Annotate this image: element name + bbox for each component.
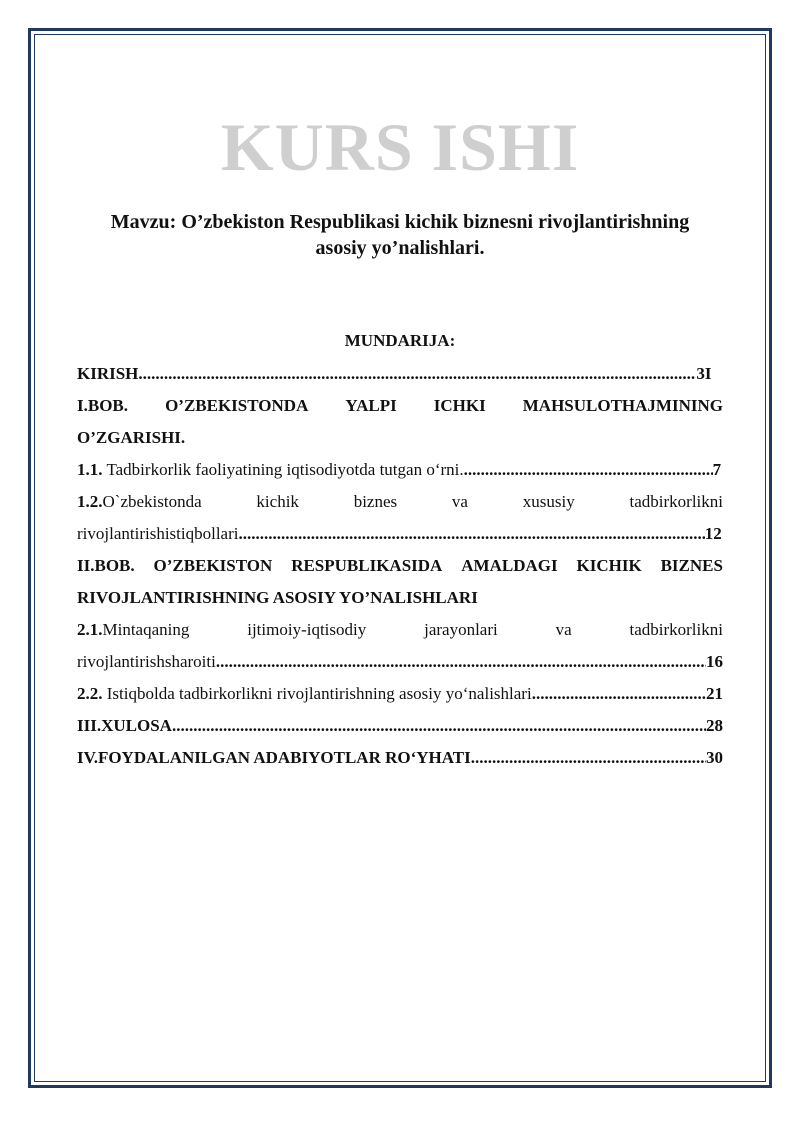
toc-word: MAHSULOTHAJMINING [522, 396, 723, 415]
toc-word: kichik [256, 492, 299, 511]
toc-word: O’ZBEKISTONDA [165, 396, 309, 415]
toc-page-number: 28 [706, 716, 723, 735]
toc-leader-dots [216, 646, 706, 678]
toc-word: ijtimoiy-iqtisodiy [247, 620, 367, 639]
toc-page-number: 12 [704, 524, 722, 543]
toc-entry-2-1 [77, 614, 723, 646]
toc-entry-label: IV.FOYDALANILGAN ADABIYOTLAR RO‘YHATI [77, 748, 471, 767]
toc-entry-bob2-line2: RIVOJLANTIRISHNING ASOSIY YO’NALISHLARI [77, 588, 478, 607]
toc-word: AMALDAGI [461, 556, 558, 575]
toc-word: Mintaqaning [102, 620, 190, 639]
toc-leader-dots [471, 742, 706, 774]
toc-page-number: 16 [706, 652, 723, 671]
toc-word: xususiy [522, 492, 575, 511]
toc-word: tadbirkorlikni [629, 492, 723, 511]
toc-word: KICHIK [576, 556, 642, 575]
topic-line-2: asosiy yo’nalishlari. [315, 237, 485, 259]
toc-word: O’ZBEKISTON [153, 556, 273, 575]
topic-line-1: Mavzu: O’zbekiston Respublikasi kichik biznesni rivojlantirishning [110, 211, 690, 233]
toc-page-number: 3I [696, 364, 712, 383]
toc-entry-label: Tadbirkorlik faoliyatining iqtisodiyotda tutgan o‘rni. [102, 460, 464, 479]
toc-section-number: 2.2. [77, 684, 103, 703]
topic-heading [80, 209, 720, 261]
toc-entry-label: III.XULOSA [77, 716, 172, 735]
toc-entry-label: Istiqbolda tadbirkorlikni rivojlantirishning asosiy yo‘nalishlari [102, 684, 532, 703]
toc-word: tadbirkorlikni [629, 620, 723, 639]
toc-word: va [451, 492, 468, 511]
toc-entry-adabiyotlar [77, 742, 723, 774]
toc-entry-1-2 [77, 486, 723, 518]
toc-word: YALPI [345, 396, 397, 415]
toc-entry-bob1 [77, 390, 723, 422]
toc-leader-dots [238, 518, 704, 550]
toc-heading: MUNDARIJA: [344, 331, 456, 350]
toc-word: ICHKI [433, 396, 486, 415]
table-of-contents [77, 358, 723, 774]
toc-word: jarayonlari [424, 620, 498, 639]
toc-entry-label: rivojlantirishsharoiti [77, 652, 216, 671]
toc-word: va [555, 620, 572, 639]
toc-page-number: 7 [712, 460, 722, 479]
toc-word: I.BOB. [77, 396, 129, 415]
toc-word: II.BOB. [77, 556, 135, 575]
toc-leader-dots [138, 358, 696, 390]
toc-entry-kirish [77, 358, 723, 390]
toc-section-number: 1.1. [77, 460, 103, 479]
toc-entry-1-1 [77, 454, 723, 486]
toc-entry-bob1-line2: O’ZGARISHI. [77, 428, 186, 447]
toc-section-number: 2.1. [77, 620, 103, 639]
toc-entry-2-1-line2 [77, 646, 723, 678]
toc-leader-dots [532, 678, 706, 710]
toc-entry-label: rivojlantirishistiqbollari [77, 524, 239, 543]
document-title: KURS ISHI [220, 109, 580, 185]
toc-leader-dots [172, 710, 706, 742]
toc-word: RESPUBLIKASIDA [291, 556, 443, 575]
toc-word: O`zbekistonda [102, 492, 202, 511]
toc-page-number: 21 [706, 684, 723, 703]
toc-word: biznes [353, 492, 398, 511]
toc-entry-xulosa [77, 710, 723, 742]
toc-entry-label: KIRISH [77, 364, 139, 383]
toc-page-number: 30 [706, 748, 723, 767]
toc-word: BIZNES [660, 556, 723, 575]
toc-section-number: 1.2. [77, 492, 103, 511]
toc-entry-2-2 [77, 678, 723, 710]
toc-entry-1-2-line2 [77, 518, 723, 550]
toc-entry-bob2 [77, 550, 723, 582]
toc-leader-dots [464, 454, 713, 486]
